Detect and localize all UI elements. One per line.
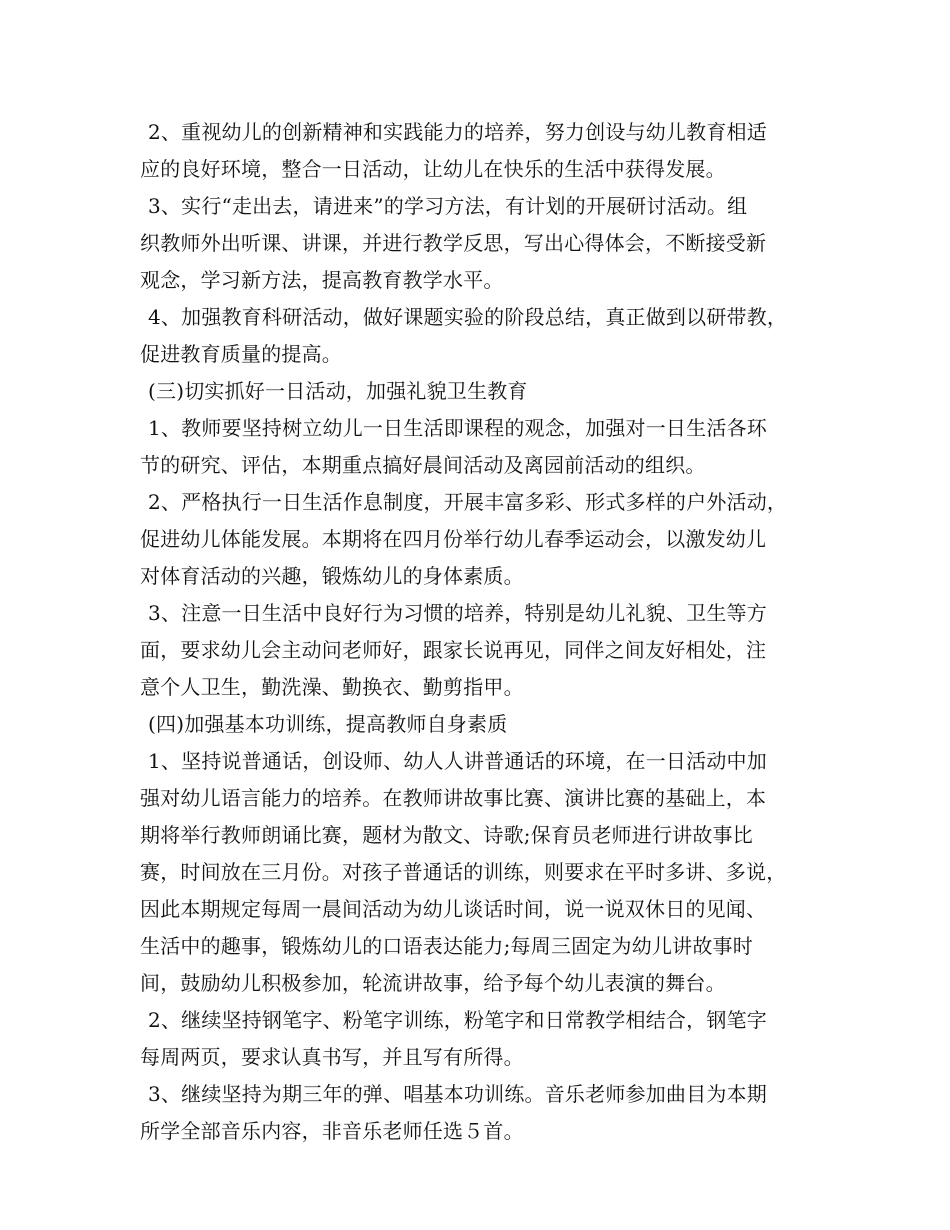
text-line: 织教师外出听课、讲课，并进行教学反思，写出心得体会，不断接受新 — [140, 231, 767, 255]
text-line: 对体育活动的兴趣，锻炼幼儿的身体素质。 — [140, 564, 524, 588]
text-line: 因此本期规定每周一晨间活动为幼儿谈话时间，说一说双休日的见闻、 — [140, 897, 767, 921]
text-line: 节的研究、评估，本期重点搞好晨间活动及离园前活动的组织。 — [140, 453, 706, 477]
text-line: 促进教育质量的提高。 — [140, 342, 342, 366]
text-line: 4、加强教育科研活动，做好课题实验的阶段总结，真正做到以研带教， — [148, 305, 788, 329]
text-line: 意个人卫生，勤洗澡、勤换衣、勤剪指甲。 — [140, 675, 524, 699]
text-line: 2、严格执行一日生活作息制度，开展丰富多彩、形式多样的户外活动， — [148, 490, 788, 514]
text-line: 3、继续坚持为期三年的弹、唱基本功训练。音乐老师参加曲目为本期 — [148, 1082, 767, 1106]
text-line: 观念，学习新方法，提高教育教学水平。 — [140, 268, 504, 292]
text-line: 2、继续坚持钢笔字、粉笔字训练，粉笔字和日常教学相结合，钢笔字 — [148, 1008, 767, 1032]
text-line: 期将举行教师朗诵比赛，题材为散文、诗歌;保育员老师进行讲故事比 — [140, 823, 753, 847]
document-body — [140, 114, 830, 1150]
text-line: 3、实行“走出去，请进来”的学习方法，有计划的开展研讨活动。组 — [148, 194, 748, 218]
text-line: 每周两页，要求认真书写，并且写有所得。 — [140, 1045, 524, 1069]
text-line: 1、坚持说普通话，创设师、幼人人讲普通话的环境，在一日活动中加 — [148, 749, 767, 773]
section-heading: (三)切实抓好一日活动，加强礼貌卫生教育 — [148, 379, 528, 403]
text-line: 1、教师要坚持树立幼儿一日生活即课程的观念，加强对一日生活各环 — [148, 416, 767, 440]
text-line: 2、重视幼儿的创新精神和实践能力的培养，努力创设与幼儿教育相适 — [148, 120, 767, 144]
text-line: 间，鼓励幼儿积极参加，轮流讲故事，给予每个幼儿表演的舞台。 — [140, 971, 726, 995]
text-line: 面，要求幼儿会主动问老师好，跟家长说再见，同伴之间友好相处，注 — [140, 638, 767, 662]
text-line: 强对幼儿语言能力的培养。在教师讲故事比赛、演讲比赛的基础上，本 — [140, 786, 767, 810]
text-line: 3、注意一日生活中良好行为习惯的培养，特别是幼儿礼貌、卫生等方 — [148, 601, 767, 625]
text-line: 所学全部音乐内容，非音乐老师任选５首。 — [140, 1119, 524, 1143]
text-line: 生活中的趣事，锻炼幼儿的口语表达能力;每周三固定为幼儿讲故事时 — [140, 934, 753, 958]
text-line: 应的良好环境，整合一日活动，让幼儿在快乐的生活中获得发展。 — [140, 157, 726, 181]
text-line: 赛，时间放在三月份。对孩子普通话的训练，则要求在平时多讲、多说， — [140, 860, 787, 884]
section-heading: (四)加强基本功训练，提高教师自身素质 — [148, 712, 508, 736]
text-line: 促进幼儿体能发展。本期将在四月份举行幼儿春季运动会，以激发幼儿 — [140, 527, 767, 551]
